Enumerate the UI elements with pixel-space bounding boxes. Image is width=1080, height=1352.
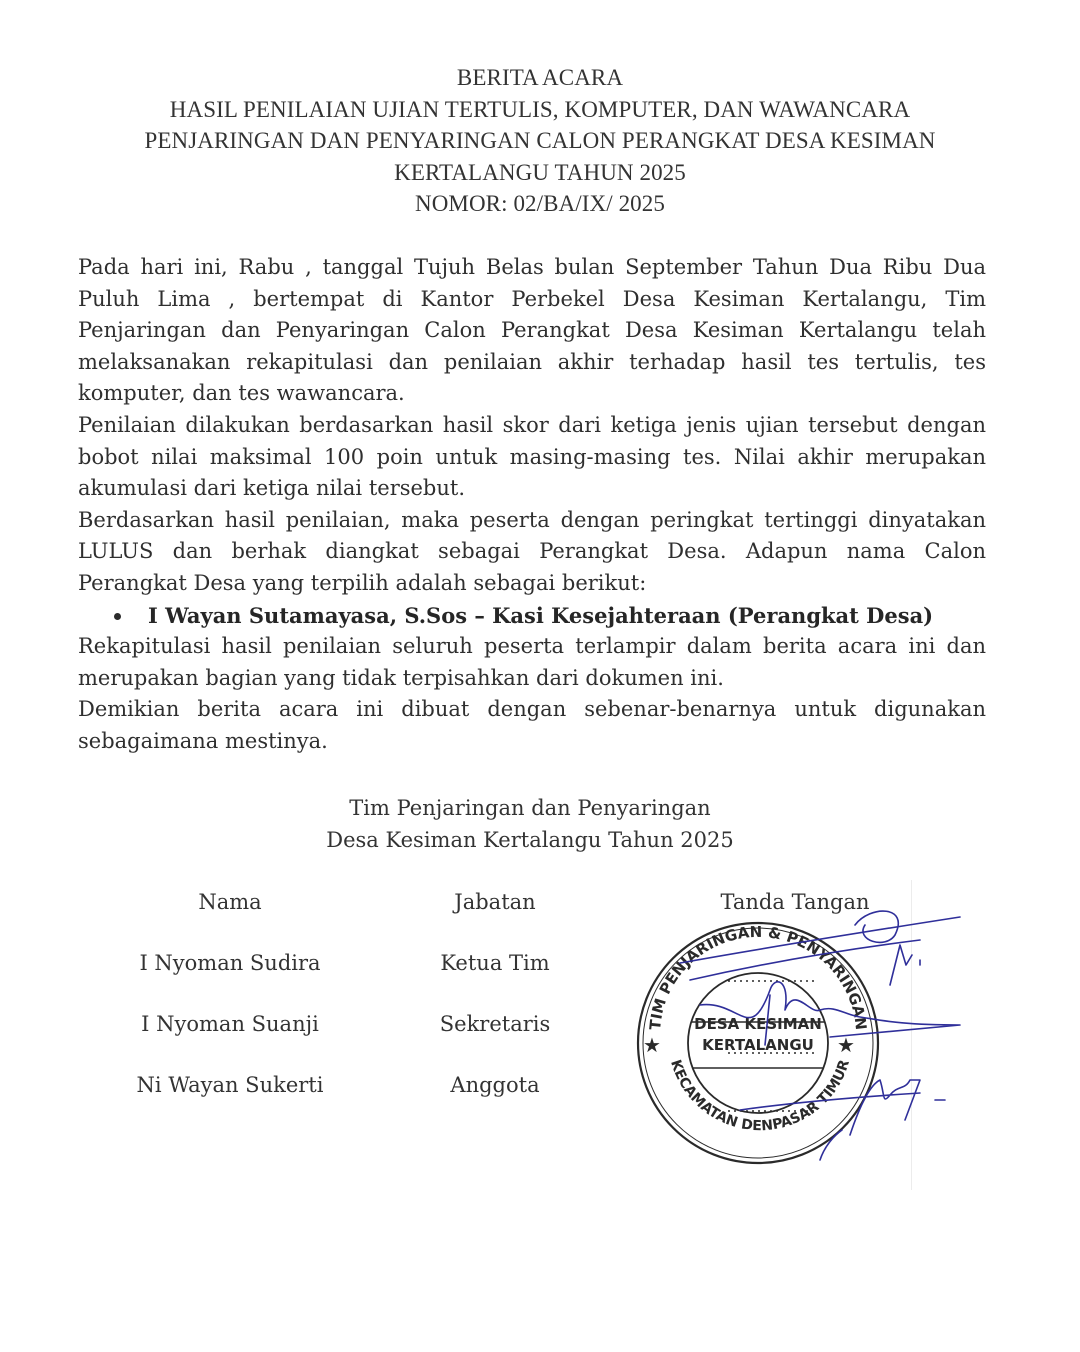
signatory-role: Anggota — [450, 1073, 540, 1097]
signatory-role: Ketua Tim — [440, 951, 550, 975]
header-signature: Tanda Tangan — [720, 890, 870, 914]
paragraph-assessment: Penilaian dilakukan berdasarkan hasil skor dari ketiga jenis ujian tersebut dengan bobot nilai maksimal 100 poin untuk masing-masing tes. Nilai akhir merupakan akumulasi dari ketiga nilai tersebut. — [78, 412, 986, 501]
document-number: NOMOR: 02/BA/IX/ 2025 — [414, 191, 665, 216]
stamp-arc-text-bottom: KECAMATAN DENPASAR TIMUR — [667, 1057, 853, 1135]
selected-candidate-item: I Wayan Sutamayasa, S.Sos – Kasi Kesejahteraan (Perangkat Desa) — [114, 600, 986, 632]
paragraph-closing: Demikian berita acara ini dibuat dengan sebenar-benarnya untuk digunakan sebagaimana mestinya. — [78, 697, 986, 753]
header-title: BERITA ACARA — [456, 65, 624, 90]
star-icon: ★ — [643, 1033, 661, 1057]
stamp-arc-text-top: TIM PENJARINGAN & PENYARINGAN — [646, 922, 871, 1031]
selected-candidate-list — [78, 600, 986, 632]
header-name: Nama — [198, 890, 262, 914]
team-title-line2: Desa Kesiman Kertalangu Tahun 2025 — [326, 828, 734, 852]
paragraph-result: Berdasarkan hasil penilaian, maka peserta dengan peringkat tertinggi dinyatakan LULUS dan berhak diangkat sebagai Perangkat Desa. Adapun nama Calon Perangkat Desa yang terpilih adalah sebagai berikut: — [78, 507, 986, 595]
team-title-line1: Tim Penjaringan dan Penyaringan — [349, 796, 711, 820]
stamp-center-line2: KERTALANGU — [702, 1036, 814, 1054]
official-stamp-with-signatures — [620, 905, 980, 1175]
stamp-svg — [620, 905, 980, 1175]
signatory-name: I Nyoman Suanji — [141, 1012, 319, 1036]
team-title — [230, 792, 830, 856]
paragraph-opening: Pada hari ini, Rabu , tanggal Tujuh Belas bulan September Tahun Dua Ribu Dua Puluh Lima , bertempat di Kantor Perbekel Desa Kesiman Kertalangu, Tim Penjaringan dan Penyaringan Calon Perangkat Desa Kesiman Kertalangu telah melaksanakan rekapitulasi dan penilaian akhir terhadap hasil tes tertulis, tes komputer, dan tes wawancara. — [78, 255, 986, 406]
header-role: Jabatan — [454, 890, 536, 914]
signatory-name: Ni Wayan Sukerti — [136, 1073, 324, 1097]
star-icon: ★ — [837, 1033, 855, 1057]
document-header — [80, 62, 1000, 220]
header-subtitle-line2: PENJARINGAN DAN PENYARINGAN CALON PERANGKAT DESA KESIMAN — [144, 128, 936, 153]
paragraph-recap: Rekapitulasi hasil penilaian seluruh peserta terlampir dalam berita acara ini dan merupakan bagian yang tidak terpisahkan dari dokumen ini. — [78, 634, 986, 690]
signatory-role: Sekretaris — [439, 1012, 551, 1036]
signature-tail — [820, 1130, 842, 1160]
stamp-center-line1: DESA KESIMAN — [694, 1015, 822, 1033]
header-subtitle-line3: KERTALANGU TAHUN 2025 — [394, 159, 686, 185]
document-body — [78, 252, 986, 758]
signatory-name: I Nyoman Sudira — [139, 951, 321, 975]
header-subtitle-line1: HASIL PENILAIAN UJIAN TERTULIS, KOMPUTER, DAN WAWANCARA — [169, 96, 911, 122]
